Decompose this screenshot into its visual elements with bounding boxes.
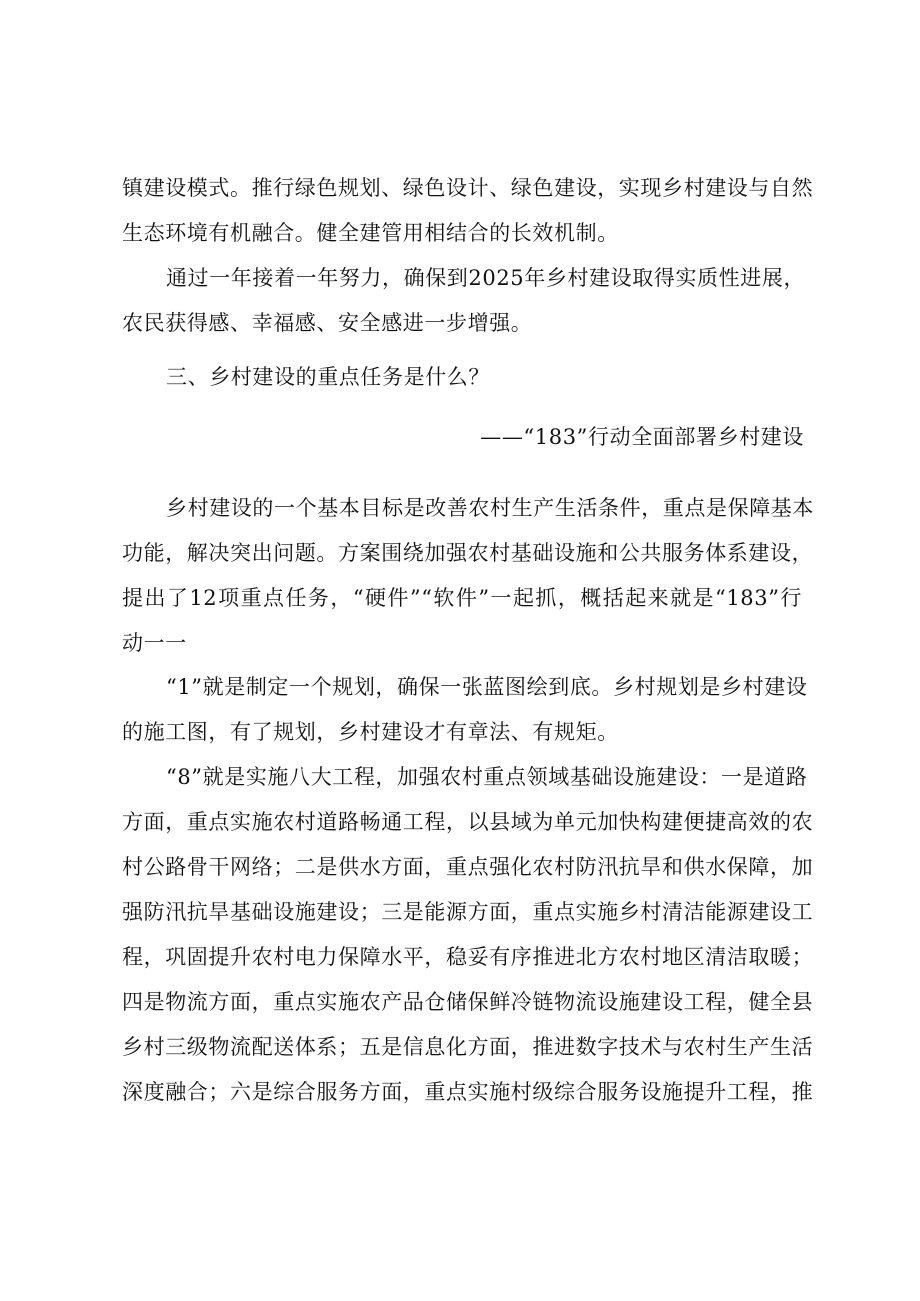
- text-line: 的施工图，有了规划，乡村建设才有章法、有规矩。: [122, 720, 619, 744]
- section-heading: 三、乡村建设的重点任务是什么？: [166, 365, 490, 389]
- text-line: 村公路骨干网络；二是供水方面，重点强化农村防汛抗旱和供水保障，加: [122, 855, 814, 879]
- text-line: 强防汛抗旱基础设施建设；三是能源方面，重点实施乡村清洁能源建设工: [122, 900, 814, 924]
- text-line: 方面，重点实施农村道路畅通工程，以县域为单元加快构建便捷高效的农: [122, 810, 814, 834]
- text-line: 生态环境有机融合。健全建管用相结合的长效机制。: [122, 221, 619, 245]
- paragraph-first-line: 通过一年接着一年努力，确保到2025年乡村建设取得实质性进展，: [166, 266, 806, 290]
- text-line: 乡村三级物流配送体系；五是信息化方面，推进数字技术与农村生产生活: [122, 1035, 814, 1059]
- text-line: 功能，解决突出问题。方案围绕加强农村基础设施和公共服务体系建设，: [122, 541, 814, 565]
- text-line: 四是物流方面，重点实施农产品仓储保鲜冷链物流设施建设工程，健全县: [122, 990, 814, 1014]
- paragraph-first-line: “8”就是实施八大工程，加强农村重点领域基础设施建设：一是道路: [166, 765, 808, 789]
- text-line: 提出了12项重点任务，“硬件”“软件”一起抓，概括起来就是“183”行: [122, 586, 802, 610]
- paragraph-first-line: “1”就是制定一个规划，确保一张蓝图绘到底。乡村规划是乡村建设: [166, 675, 808, 699]
- section-subtitle: ——“183”行动全面部署乡村建设: [480, 425, 804, 449]
- text-line: 农民获得感、幸福感、安全感进一步增强。: [122, 311, 533, 335]
- text-line: 镇建设模式。推行绿色规划、绿色设计、绿色建设，实现乡村建设与自然: [122, 176, 814, 200]
- paragraph-first-line: 乡村建设的一个基本目标是改善农村生产生活条件，重点是保障基本: [166, 496, 814, 520]
- text-line: 动一一: [122, 631, 187, 655]
- text-line: 程，巩固提升农村电力保障水平，稳妥有序推进北方农村地区清洁取暖；: [122, 945, 814, 969]
- text-line: 深度融合；六是综合服务方面，重点实施村级综合服务设施提升工程，推: [122, 1080, 814, 1104]
